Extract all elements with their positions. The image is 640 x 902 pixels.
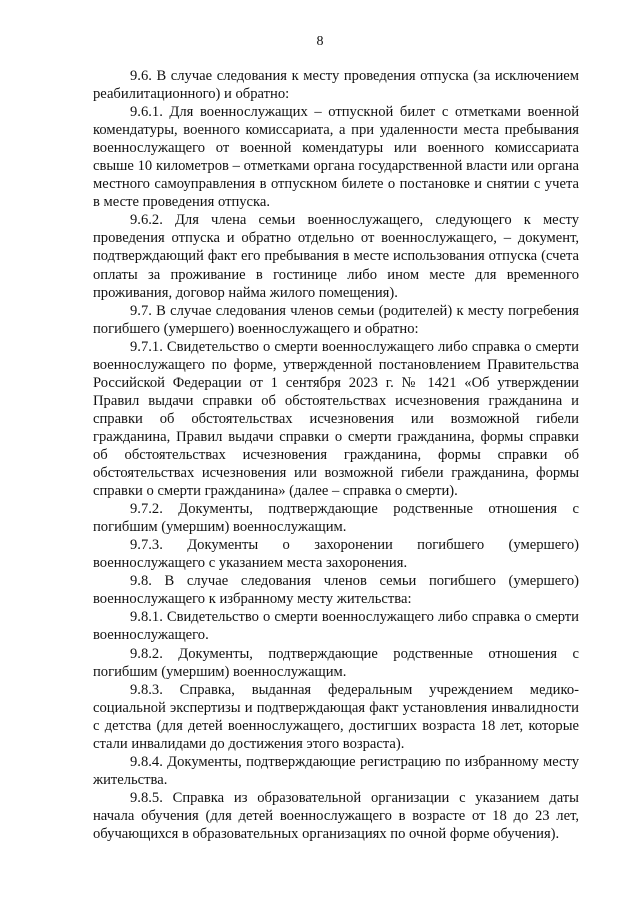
page-number: 8 xyxy=(316,34,324,49)
paragraph-9-8-5: 9.8.5. Справка из образовательной организации с указанием даты начала обучения (для детей военнослужащего в возрасте от 18 до 23 лет, обучающихся в образовательных организациях по очной форме обучения). xyxy=(93,789,579,842)
paragraph-9-8-3: 9.8.3. Справка, выданная федеральным учреждением медико-социальной экспертизы и подтверждающая факт установления инвалидности с детства (для детей военнослужащего, достигших возраста 18 лет, которые стали инвалидами до достижения этого возраста). xyxy=(93,681,579,752)
document-body xyxy=(93,67,579,843)
paragraph-9-7-2: 9.7.2. Документы, подтверждающие родственные отношения с погибшим (умершим) военнослужащим. xyxy=(93,501,579,536)
paragraph-9-8: 9.8. В случае следования членов семьи погибшего (умершего) военнослужащего к избранному месту жительства: xyxy=(93,573,579,608)
paragraph-9-7: 9.7. В случае следования членов семьи (родителей) к месту погребения погибшего (умершего) военнослужащего и обратно: xyxy=(93,302,579,337)
paragraph-9-6: 9.6. В случае следования к месту проведения отпуска (за исключением реабилитационного) и обратно: xyxy=(93,68,579,103)
paragraph-9-8-1: 9.8.1. Свидетельство о смерти военнослужащего либо справка о смерти военнослужащего. xyxy=(93,609,579,644)
paragraph-9-6-1: 9.6.1. Для военнослужащих – отпускной билет с отметками военной комендатуры, военного комиссариата, а при удаленности места пребывания военнослужащего от военной комендатуры или военного комиссариата свыше 10 километров – отметками органа государственной власти или органа местного самоуправления в отпускном билете о постановке и снятии с учета в месте проведения отпуска. xyxy=(93,104,579,211)
paragraph-9-7-3: 9.7.3. Документы о захоронении погибшего (умершего) военнослужащего с указанием места захоронения. xyxy=(93,537,579,572)
paragraph-9-8-4: 9.8.4. Документы, подтверждающие регистрацию по избранному месту жительства. xyxy=(93,753,579,788)
paragraph-9-6-2: 9.6.2. Для члена семьи военнослужащего, следующего к месту проведения отпуска и обратно отдельно от военнослужащего, – документ, подтверждающий факт его пребывания в месте использования отпуска (счета оплаты за проживание в гостинице либо ином месте для временного проживания, договор найма жилого помещения). xyxy=(93,212,579,301)
paragraph-9-7-1: 9.7.1. Свидетельство о смерти военнослужащего либо справка о смерти военнослужащего по форме, утвержденной постановлением Правительства Российской Федерации от 1 сентября 2023 г. № 1421 «Об утверждении Правил выдачи справки об обстоятельствах исчезновения гражданина и справки об обстоятельствах исчезновения или возможной гибели гражданина, Правил выдачи справки о смерти гражданина, формы справки об обстоятельствах исчезновения гражданина, формы справки об обстоятельствах исчезновения или возможной гибели гражданина, формы справки о смерти гражданина» (далее – справка о смерти). xyxy=(93,338,579,500)
paragraph-9-8-2: 9.8.2. Документы, подтверждающие родственные отношения с погибшим (умершим) военнослужащим. xyxy=(93,645,579,680)
